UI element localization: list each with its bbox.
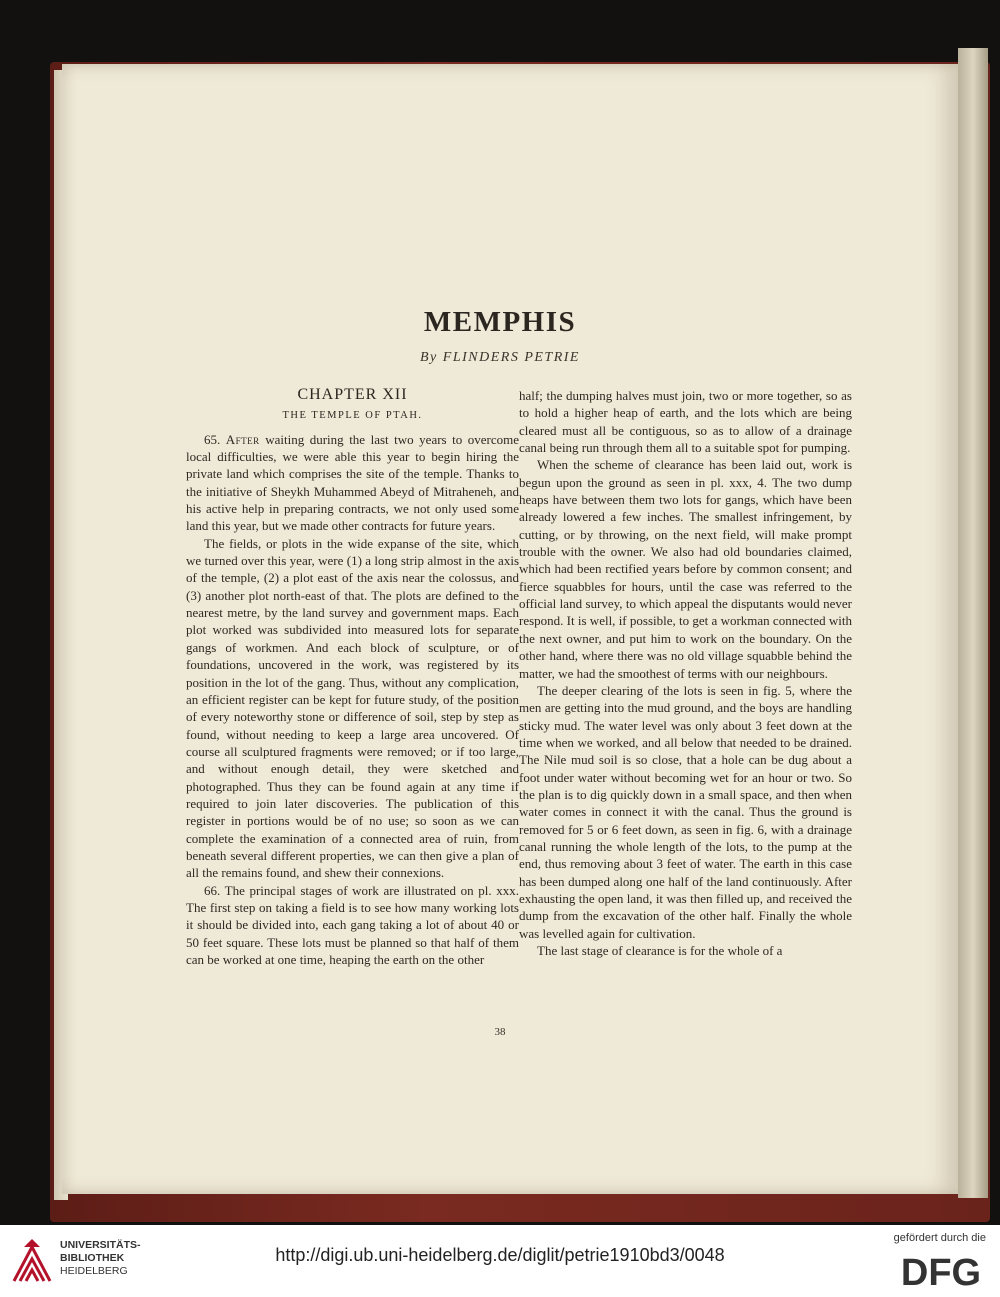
chapter-subtitle: THE TEMPLE OF PTAH. [282,410,423,422]
paragraph-65 [186,431,519,535]
dfg-logo-icon[interactable] [894,1251,988,1291]
dropcap-word: After [225,431,260,447]
text-column-left [186,386,519,968]
chapter-heading: CHAPTER XII [297,386,408,403]
paragraph: When the scheme of clearance has been laid out, work is begun upon the ground as seen in pl. xxx, 4. The two dump heaps have between them two lots for gangs, which have been already lowered a few inches. The smallest infringement, by cutting, or by throwing, on the next field, will make prompt trouble with the owner. We also had old boundaries claimed, which had been rectified years before by common consent; and fierce squabbles for hours, until the case was referred to the official land survey, to which appeal the disputants would never respond. It is well, if possible, to get a workman connected with the next owner, and put him to work on the boundary. On the other hand, where there was no old village squabble behind the matter, we had the smoothest of terms with our neighbours. [519,457,852,681]
paragraph-text: waiting during the last two years to overcome local difficulties, we were able this year to begin hiring the private land which comprises the site of the temple. Thanks to the initiative of Sheykh Muhammed Abeyd of Mitraheneh, and his active help in preparing contracts, we not only used some land this year, but we made other contracts for future years. [186,431,520,534]
paragraph-66: 66. The principal stages of work are illustrated on pl. xxx. The first step on taking a field is to see how many working lots it should be divided into, each gang taking a lot of about 40 or 50 feet square. These lots must be planned so that half of them can be worked at one time, heaping the earth on the other [186,882,519,967]
page-number: 38 [494,1026,506,1038]
section-number: 65. [204,431,221,447]
text-column-right [519,387,852,959]
funding-caption: gefördert durch die [893,1232,986,1244]
paragraph: The fields, or plots in the wide expanse of the site, which we turned over this year, were (1) a long strip almost in the axis of the temple, (2) a plot east of the axis near the colossus, and (3) another plot north-east of that. The plots are defined to the nearest metre, by the land survey and government maps. Each plot worked was subdivided into measured lots for separate gangs of workmen. And each block of sculpture, or of foundations, uncovered in the work, was registered by its position in the lot of the gang. Thus, without any complication, an efficient register can be kept for future study, of the position of every noteworthy stone or difference of soil, step by step as found, without needing to keep a large area uncovered. Of course all sculptured fragments were removed; or if too large, and without enough detail, they were sketched and photographed. Thus they can be found again at any time if required to join later discoveries. The publication of this register in portions would be of no use; so soon as we can complete the examination of a connected area of ruin, from beneath several different properties, we can then give a plan of all the remains found, and shew their connexions. [186,535,519,881]
viewer-footer [0,1225,1000,1297]
paragraph: The deeper clearing of the lots is seen in fig. 5, where the men are getting into the mud ground, and the boys are handling sticky mud. The water level was only about 3 feet down at the time when we worked, and all below that needed to be drained. The Nile mud soil is so close, that a hole can be dug about a foot under water without becoming wet for an hour or two. So the plan is to dig quickly down in a small space, and then when water comes in connect it with the canal. Thus the ground is removed for 5 or 6 feet down, as seen in fig. 6, with a drainage canal running the whole length of the lots, to the pump at the end, thus removing about 3 feet of water. The earth in this case has been dumped along one half of the land continuously. After exhausting the open land, it was then filled up, and received the dump from the excavation of the other half. Finally the whole was levelled again for cultivation. [519,682,852,941]
page-title: MEMPHIS [423,306,577,338]
university-library-logo-icon[interactable] [10,1237,54,1285]
paragraph: The last stage of clearance is for the whole of a [537,943,783,958]
dfg-logo-text: DFG [900,1252,982,1291]
library-name[interactable]: UNIVERSITÄTS- BIBLIOTHEK HEIDELBERG [60,1239,141,1277]
permalink-url[interactable]: http://digi.ub.uni-heidelberg.de/diglit/petrie1910bd3/0048 [275,1245,725,1265]
paragraph: half; the dumping halves must join, two or more together, so as to hold a higher heap of earth, and the lots which are being cleared must all be contiguous, so as to allow of a drainage canal being run through them all to a suitable spot for pumping. [519,388,852,456]
author-byline: By FLINDERS PETRIE [420,350,580,365]
